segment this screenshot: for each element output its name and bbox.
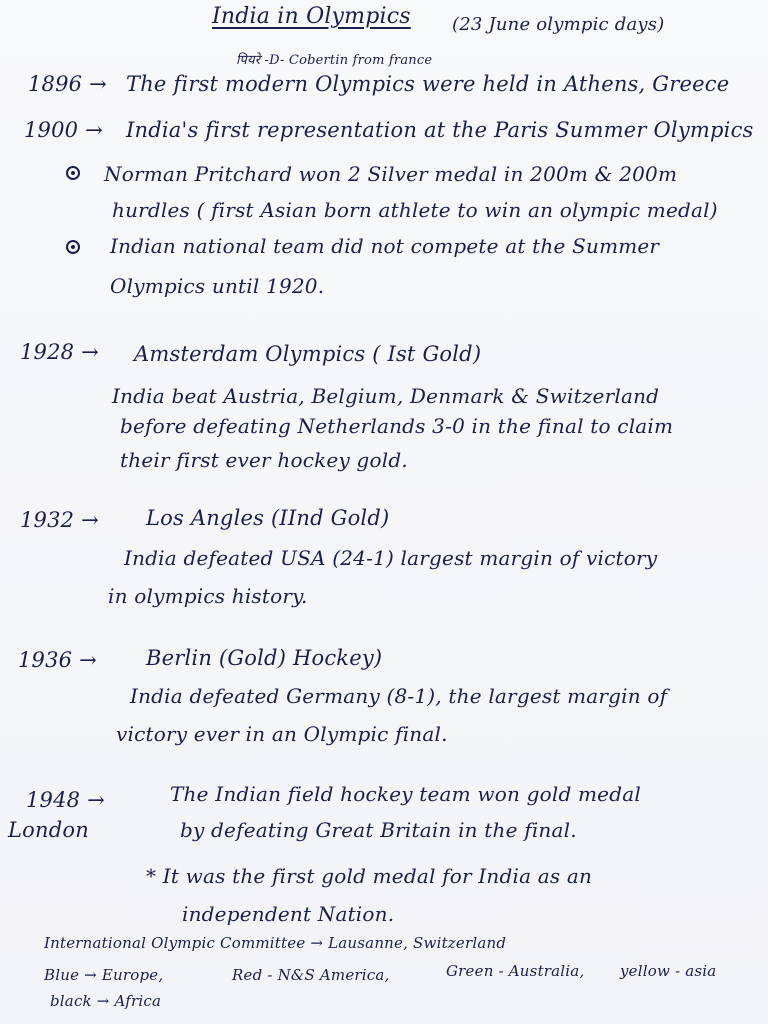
page-subtitle: (23 June olympic days): [452, 14, 665, 35]
entry-1948-line1: The Indian field hockey team won gold medal: [170, 782, 641, 806]
year-1948: 1948 →: [26, 788, 105, 812]
entry-1948-line4: independent Nation.: [182, 902, 395, 926]
rings-red: Red - N&S America,: [232, 966, 390, 984]
year-1936: 1936 →: [18, 648, 97, 672]
year-1932: 1932 →: [20, 508, 99, 532]
entry-1928-line2: before defeating Netherlands 3-0 in the final to claim: [120, 414, 674, 438]
entry-1936-heading: Berlin (Gold) Hockey): [146, 646, 383, 670]
entry-1900-bullet2-line2: Olympics until 1920.: [110, 274, 325, 298]
entry-1896-text: The first modern Olympics were held in Athens, Greece: [126, 72, 730, 96]
entry-1948-place: London: [8, 818, 89, 842]
entry-1900-bullet1-line1: Norman Pritchard won 2 Silver medal in 200m & 200m: [104, 162, 678, 186]
rings-yellow: yellow - asia: [620, 962, 717, 980]
entry-1932-line1: India defeated USA (24-1) largest margin of victory: [124, 546, 658, 570]
entry-1948-line2: by defeating Great Britain in the final.: [180, 818, 577, 842]
rings-green: Green - Australia,: [446, 962, 585, 980]
entry-1900-bullet2-line1: Indian national team did not compete at the Summer: [110, 234, 660, 258]
entry-1932-line2: in olympics history.: [108, 584, 308, 608]
entry-1900-text: India's first representation at the Paris Summer Olympics: [126, 118, 754, 142]
entry-1936-line1: India defeated Germany (8-1), the largest margin of: [130, 684, 668, 708]
entry-1928-line3: their first ever hockey gold.: [120, 448, 408, 472]
bullet-icon: [66, 240, 80, 254]
entry-1936-line2: victory ever in an Olympic final.: [116, 722, 448, 746]
year-1900: 1900 →: [24, 118, 103, 142]
entry-1932-heading: Los Angles (IInd Gold): [146, 506, 390, 530]
year-1928: 1928 →: [20, 340, 99, 364]
founder-note: पियरे -D- Cobertin from france: [236, 53, 433, 68]
page-title: India in Olympics: [212, 4, 411, 29]
entry-1948-line3: * It was the first gold medal for India as an: [146, 864, 593, 888]
entry-1928-line1: India beat Austria, Belgium, Denmark & Switzerland: [112, 384, 660, 408]
bullet-icon: [66, 166, 80, 180]
year-1896: 1896 →: [28, 72, 107, 96]
rings-blue: Blue → Europe,: [44, 966, 164, 984]
ioc-note: International Olympic Committee → Lausanne, Switzerland: [44, 934, 507, 952]
rings-black: black → Africa: [50, 992, 162, 1010]
entry-1928-heading: Amsterdam Olympics ( Ist Gold): [134, 342, 482, 366]
entry-1900-bullet1-line2: hurdles ( first Asian born athlete to win an olympic medal): [112, 198, 718, 222]
